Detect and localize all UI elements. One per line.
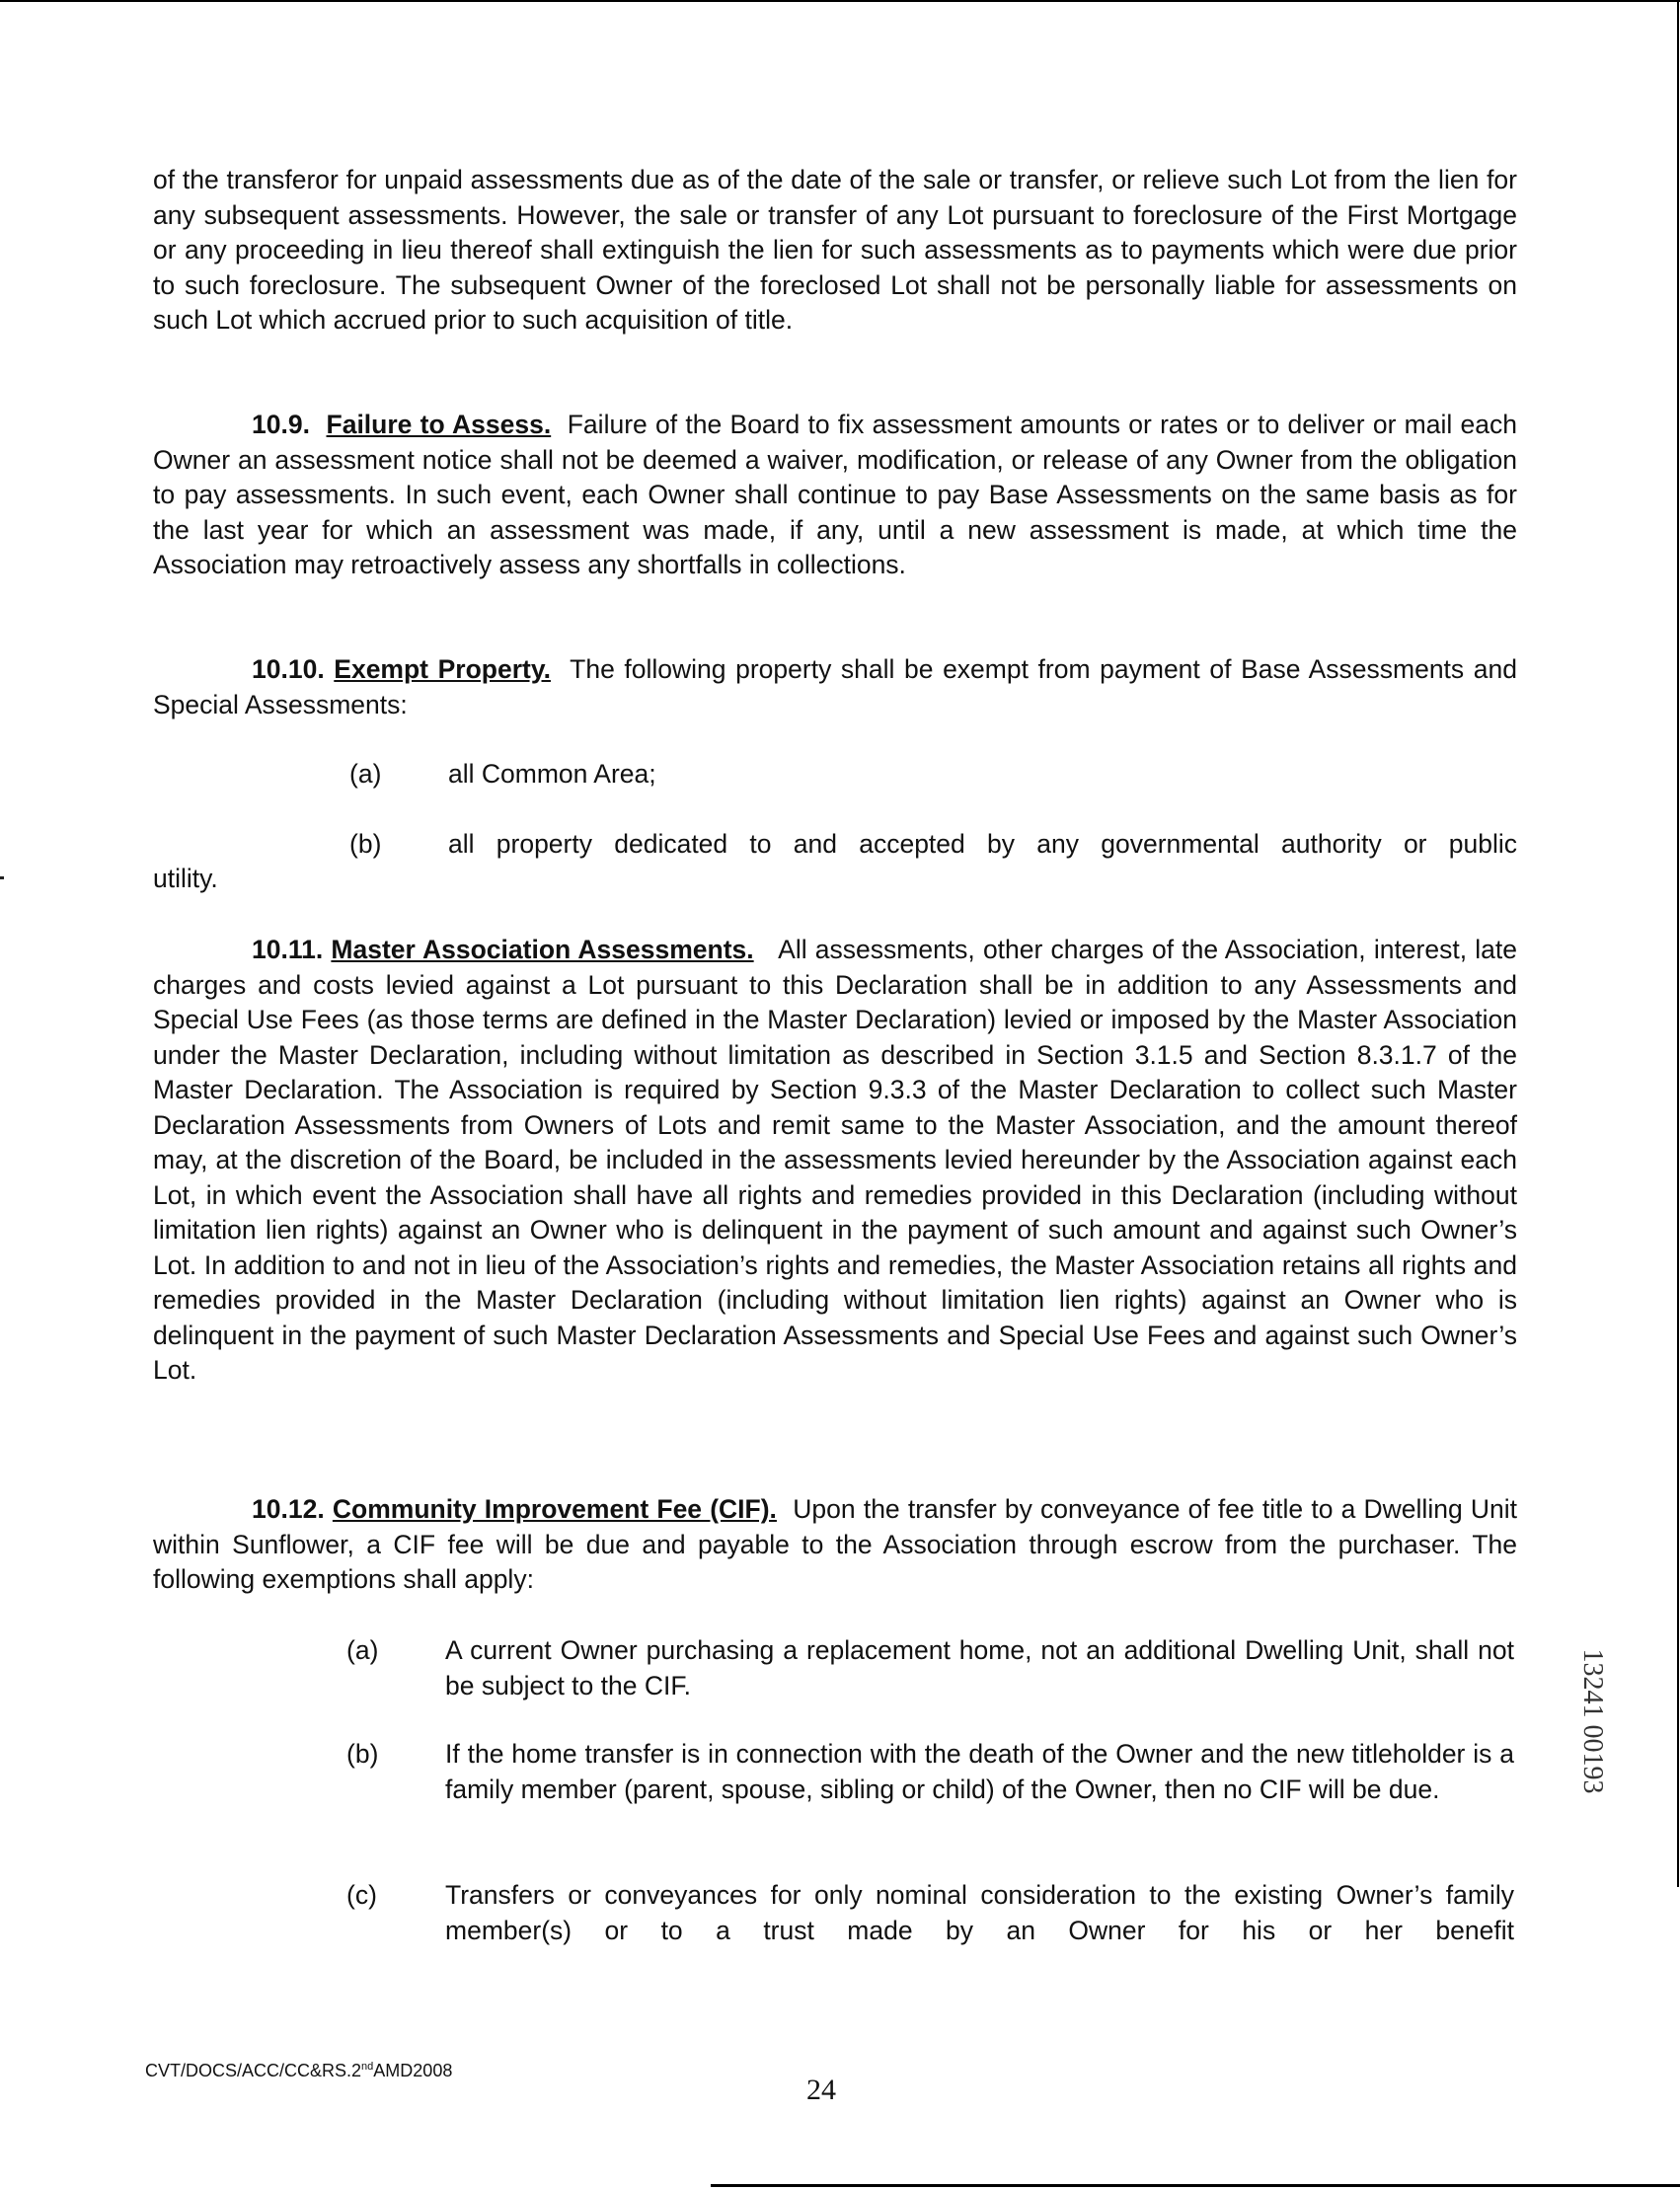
recording-stamp	[1574, 1589, 1610, 1855]
section-body: All assessments, other charges of the Association, interest, late charges and costs levied against a Lot pursuant to this Declaration shall be in addition to any Assessments and Special Use Fees (as those terms are defined in the Master Declaration) levied or imposed by the Master Association under the Master Declaration, including without limitation as described in Section 3.1.5 and Section 8.3.1.7 of the Master Declaration. The Association is required by Section 9.3.3 of the Master Declaration to collect such Master Declaration Assessments from Owners of Lots and remit same to the Master Association, and the amount thereof may, at the discretion of the Board, be included in the assessments levied hereunder by the Association against each Lot, in which event the Association shall have all rights and remedies provided in this Declaration (including without limitation lien rights) against an Owner who is delinquent in the payment of such amount and against such Owner’s Lot. In addition to and not in lieu of the Association’s rights and remedies, the Master Association retains all rights and remedies provided in the Master Declaration (including without limitation lien rights) against an Owner who is delinquent in the payment of such Master Declaration Assessments and Special Use Fees and against such Owner’s Lot.	[153, 935, 1517, 1385]
margin-mark	[0, 876, 4, 879]
list-item	[346, 1737, 1514, 1844]
section-body: Failure of the Board to fix assessment amounts or rates or to deliver or mail each Owner an assessment notice shall not be deemed a waiver, modification, or release of any Owner from the obligation to pay assessments. In such event, each Owner shall continue to pay Base Assessments on the same basis as for the last year for which an assessment was made, if any, until a new assessment is made, at which time the Association may retroactively assess any shortfalls in collections.	[153, 410, 1517, 579]
section-10-11	[153, 933, 1517, 1389]
list-text: Transfers or conveyances for only nominal consideration to the existing Owner’s family member(s) or to a trust made by an Owner for his or her benefit	[445, 1880, 1514, 1945]
document-code-prefix: CVT/DOCS/ACC/CC&RS.2	[145, 2061, 362, 2080]
list-item-continuation: utility.	[153, 864, 218, 893]
section-number: 10.11.	[252, 935, 324, 964]
page-number: 24	[806, 2074, 836, 2106]
section-body: The following property shall be exempt from payment of Base Assessments and Special Assessments:	[153, 654, 1517, 719]
section-10-9	[153, 408, 1517, 583]
section-number: 10.12.	[252, 1494, 325, 1524]
recording-number: 13241 00193	[1577, 1648, 1608, 1794]
section-title: Exempt Property.	[334, 654, 551, 684]
list-label: (b)	[349, 829, 382, 859]
list-text: all Common Area;	[448, 759, 656, 789]
section-number: 10.9.	[252, 410, 310, 439]
section-10-10	[153, 652, 1517, 722]
list-label: (c)	[346, 1880, 377, 1910]
list-label: (b)	[346, 1739, 379, 1769]
section-body: Upon the transfer by conveyance of fee title to a Dwelling Unit within Sunflower, a CIF fee will be due and payable to the Association through escrow from the purchaser. The following exemptions shall apply:	[153, 1494, 1517, 1594]
list-label: (a)	[346, 1635, 379, 1665]
section-title: Master Association Assessments.	[331, 935, 754, 964]
section-number: 10.10.	[252, 654, 325, 684]
document-code-suffix: AMD2008	[373, 2061, 453, 2080]
list-label: (a)	[349, 759, 382, 789]
document-code	[145, 2061, 452, 2081]
list-item	[346, 1633, 1514, 1704]
list-item	[349, 757, 1517, 793]
bottom-border-line	[711, 2184, 1680, 2187]
list-text: If the home transfer is in connection with the death of the Owner and the new titleholder is a family member (parent, spouse, sibling or child) of the Owner, then no CIF will be due.	[445, 1739, 1514, 1804]
section-title: Failure to Assess.	[326, 410, 552, 439]
list-text: all property dedicated to and accepted by any governmental authority or public	[448, 829, 1517, 859]
list-text: A current Owner purchasing a replacement home, not an additional Dwelling Unit, shall not be subject to the CIF.	[445, 1635, 1514, 1700]
top-border-line	[0, 0, 1680, 2]
right-border-line	[1677, 0, 1679, 1887]
continuation-paragraph: of the transferor for unpaid assessments due as of the date of the sale or transfer, or relieve such Lot from the lien for any subsequent assessments. However, the sale or transfer of any Lot pursuant to foreclosure of the First Mortgage or any proceeding in lieu thereof shall extinguish the lien for such assessments as to payments which were due prior to such foreclosure. The subsequent Owner of the foreclosed Lot shall not be personally liable for assessments on such Lot which accrued prior to such acquisition of title.	[153, 165, 1517, 335]
list-item	[346, 1878, 1514, 1949]
section-10-12	[153, 1492, 1517, 1598]
list-item	[349, 827, 1517, 863]
section-title: Community Improvement Fee (CIF).	[332, 1494, 777, 1524]
document-code-superscript: nd	[361, 2061, 374, 2073]
